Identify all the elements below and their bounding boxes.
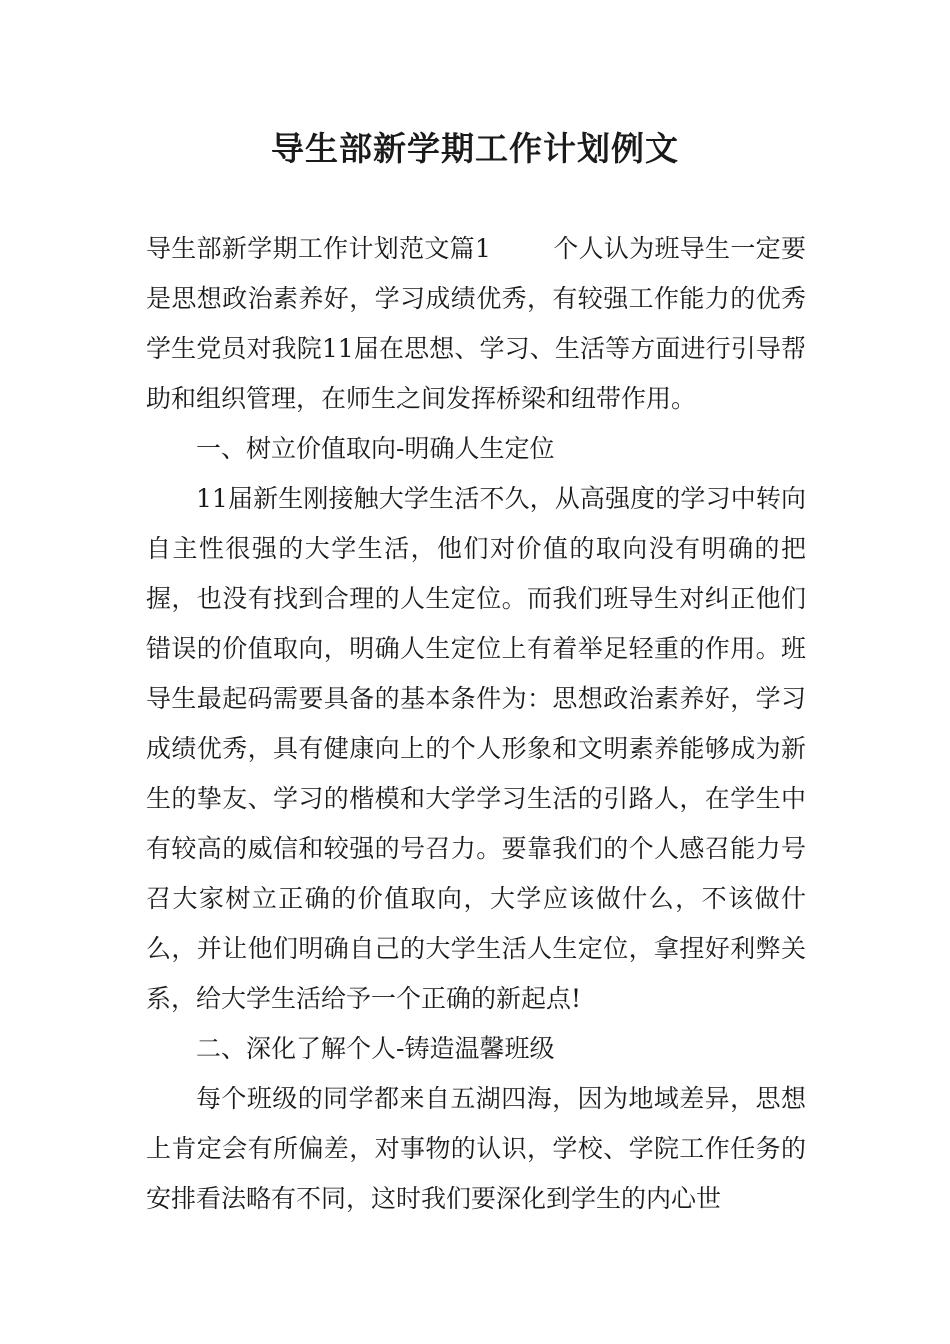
intro-label: 导生部新学期工作计划范文篇1: [146, 234, 491, 263]
section-heading-1: 一、树立价值取向-明确人生定位: [196, 434, 555, 463]
document-title: 导生部新学期工作计划例文: [271, 129, 679, 168]
intro-text: 个人认为班导生一定要是思想政治素养好，学习成绩优秀，有较强工作能力的优秀学生党员对我院11届在思想、学习、生活等方面进行引导帮助和组织管理，在师生之间发挥桥梁和纽带作用。: [146, 234, 806, 413]
paragraph-2: 每个班级的同学都来自五湖四海，因为地域差异，思想上肯定会有所偏差，对事物的认识，学校、学院工作任务的安排看法略有不同，这时我们要深化到学生的内心世: [146, 1084, 806, 1213]
intro-paragraph: [146, 224, 806, 424]
document-body: [146, 224, 806, 1224]
paragraph-1: 11届新生刚接触大学生活不久，从高强度的学习中转向自主性很强的大学生活，他们对价值的取向没有明确的把握，也没有找到合理的人生定位。而我们班导生对纠正他们错误的价值取向，明确人生定位上有着举足轻重的作用。班导生最起码需要具备的基本条件为：思想政治素养好，学习成绩优秀，具有健康向上的个人形象和文明素养能够成为新生的挚友、学习的楷模和大学学习生活的引路人，在学生中有较高的威信和较强的号召力。要靠我们的个人感召能力号召大家树立正确的价值取向，大学应该做什么，不该做什么，并让他们明确自己的大学生活人生定位，拿捏好利弊关系，给大学生活给予一个正确的新起点!: [146, 484, 806, 1013]
section-heading-2: 二、深化了解个人-铸造温馨班级: [196, 1034, 555, 1063]
